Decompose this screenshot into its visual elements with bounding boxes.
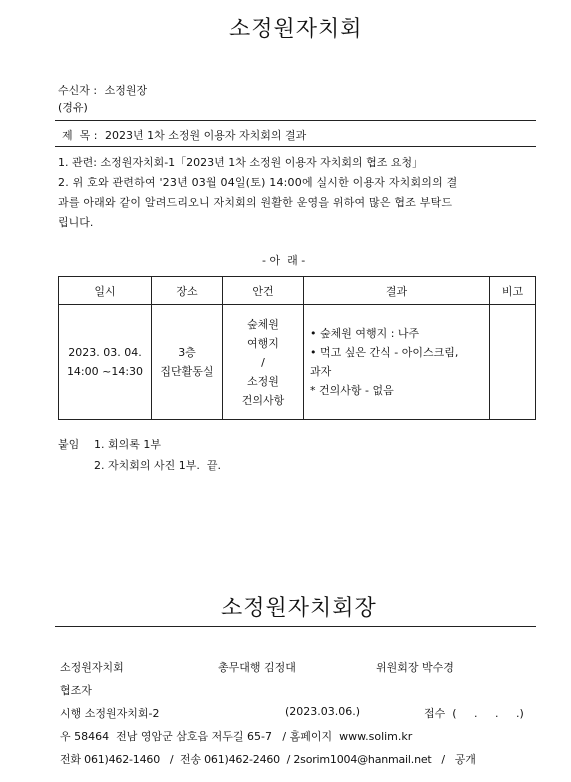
below-heading: - 아 래 - [262, 254, 306, 267]
recipient-line [58, 82, 147, 98]
result-line-4: * 건의사항 - 없음 [310, 384, 394, 397]
attachment-item-2: 2. 자치회의 사진 1부. 끝. [94, 459, 221, 472]
attachment-label: 붙임 [58, 438, 80, 451]
body-line-3: 과를 아래와 같이 알려드리오니 자치회의 원활한 운영을 위하여 많은 협조 부탁드 [58, 196, 453, 209]
result-line-3: 과자 [310, 365, 332, 378]
subject-top-rule [55, 120, 536, 121]
cell-note [490, 305, 536, 420]
body-line-1: 1. 관련: 소정원자치회-1「2023년 1차 소정원 이용자 자치회의 협조 요청」 [58, 156, 424, 169]
footer-rule [55, 626, 536, 627]
place-line-1: 3층 [178, 346, 196, 359]
subject-bottom-rule [55, 146, 536, 147]
results-table [58, 276, 536, 420]
table-row [59, 305, 536, 420]
subject-value: 2023년 1차 소정원 이용자 자치회의 결과 [104, 129, 307, 142]
footer-address: 우 58464 전남 영암군 삼호읍 저두길 65-7 / 홈페이지 www.solim.kr [60, 730, 413, 743]
date-line-1: 2023. 03. 04. [68, 346, 142, 359]
table-header-row [59, 277, 536, 305]
header-date: 일시 [59, 277, 152, 305]
subject-line [62, 127, 306, 143]
agenda-line-2: 여행지 [247, 336, 279, 350]
cell-date [59, 305, 152, 420]
footer-contact: 전화 061)462-1460 / 전송 061)462-2460 / 2sorim1004@hanmail.net / 공개 [60, 753, 476, 766]
subject-label: 제 목 : [62, 129, 98, 142]
footer-enforce: 시행 소정원자치회-2 [60, 707, 160, 720]
cell-result [304, 305, 490, 420]
footer-coop: 협조자 [60, 684, 92, 697]
result-line-1: • 숲체원 여행지 : 나주 [310, 327, 420, 340]
footer-role-2: 위원회장 박수경 [376, 661, 454, 674]
header-place: 장소 [152, 277, 223, 305]
via-line: (경유) [58, 101, 88, 114]
date-line-2: 14:00 ~14:30 [66, 365, 144, 378]
recipient-label: 수신자 : [58, 84, 98, 97]
agenda-line-3: / [261, 355, 265, 369]
document-title: 소정원자치회 [229, 17, 363, 42]
attachment-item-1: 1. 회의록 1부 [94, 438, 161, 451]
body-line-4: 립니다. [58, 216, 94, 229]
result-line-2: • 먹고 싶은 간식 - 아이스크림, [310, 346, 459, 359]
signer-title: 소정원자치회장 [221, 596, 377, 621]
place-line-2: 집단활동실 [160, 365, 214, 378]
agenda-line-5: 건의사항 [241, 393, 285, 407]
recipient-value: 소정원장 [104, 84, 148, 97]
footer-org: 소정원자치회 [60, 661, 124, 674]
header-result: 결과 [304, 277, 490, 305]
cell-agenda [223, 305, 304, 420]
agenda-line-4: 소정원 [247, 374, 279, 388]
agenda-line-1: 숲체원 [247, 317, 279, 331]
header-agenda: 안건 [223, 277, 304, 305]
footer-enforce-date: (2023.03.06.) [285, 705, 361, 718]
body-line-2: 2. 위 호와 관련하여 '23년 03월 04일(토) 14:00에 실시한 이용자 자치회의의 결 [58, 176, 458, 189]
cell-place [152, 305, 223, 420]
header-note: 비고 [490, 277, 536, 305]
footer-receipt: 접수 ( . . .) [424, 707, 524, 720]
footer-role-1: 총무대행 김정대 [218, 661, 296, 674]
